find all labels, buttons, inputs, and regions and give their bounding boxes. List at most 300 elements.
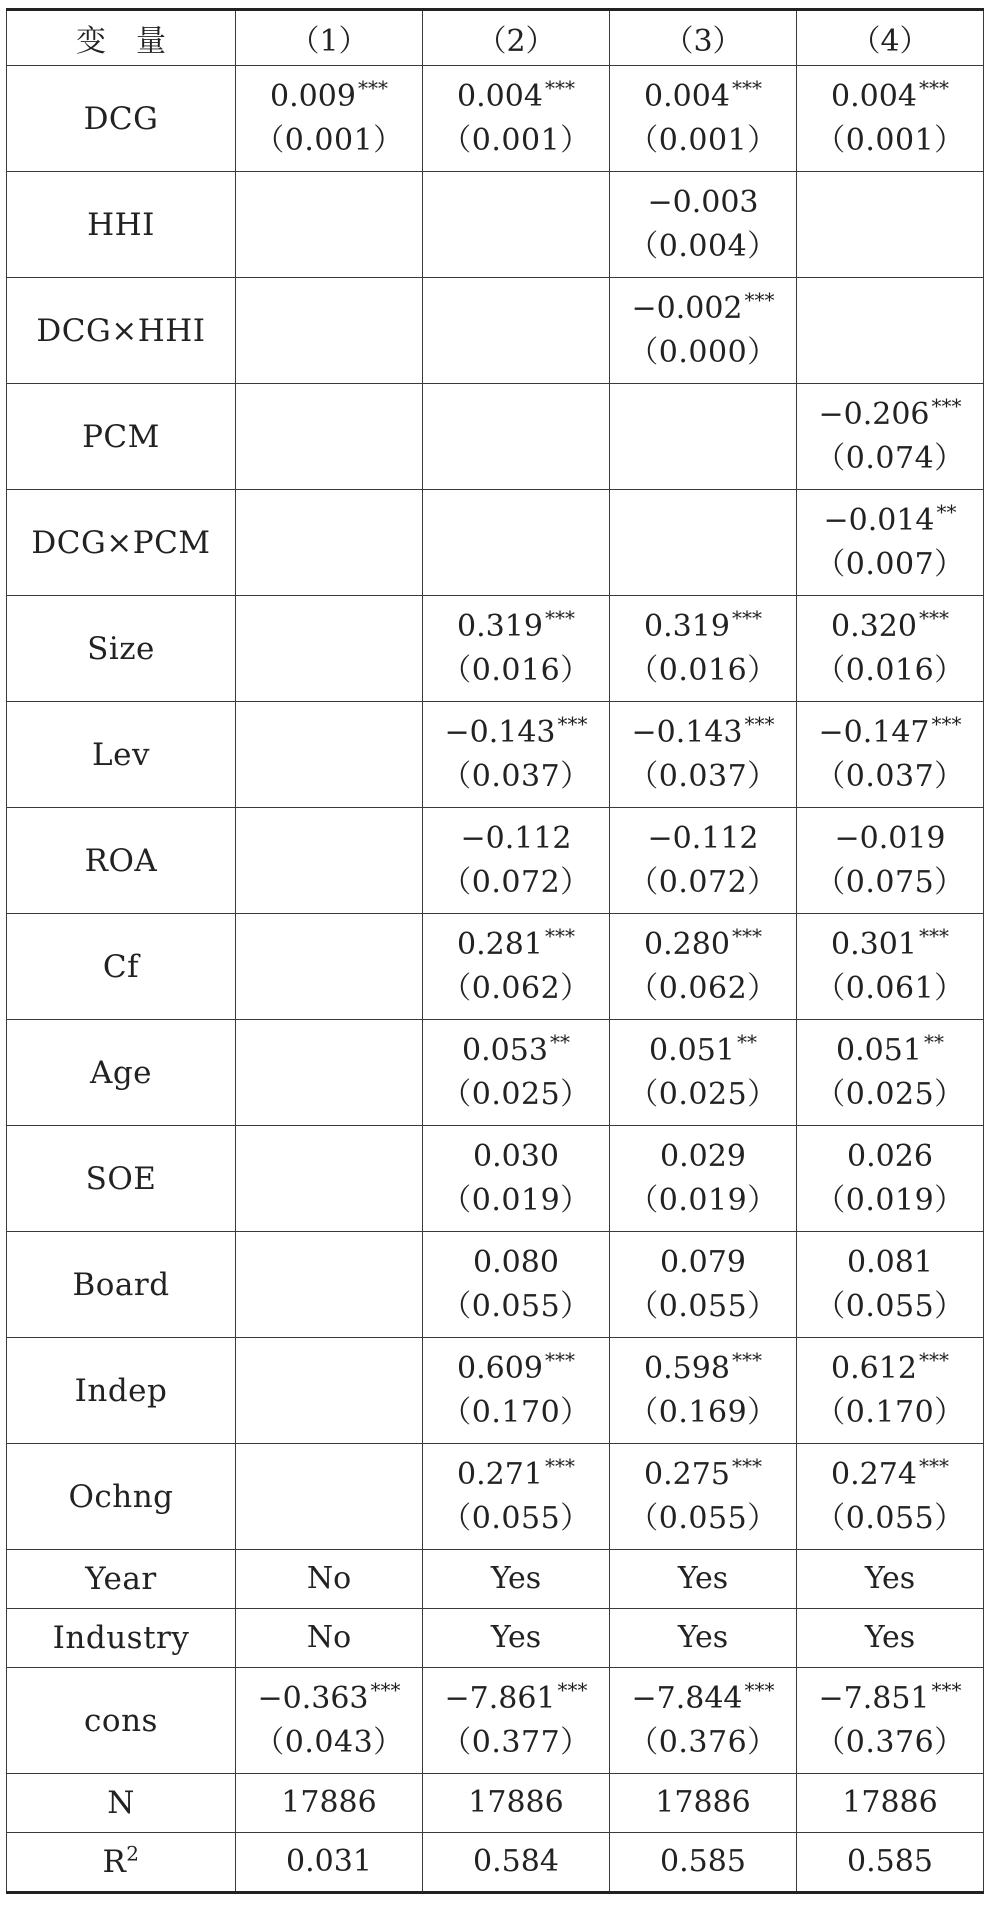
coefficient-value: −0.003 <box>647 184 759 220</box>
estimate-cell <box>610 66 797 172</box>
coefficient-line <box>797 499 983 543</box>
variable-name <box>7 702 236 808</box>
coefficient-value: Yes <box>864 1561 916 1596</box>
coefficient-value: 0.030 <box>473 1138 559 1174</box>
estimate-cell <box>797 702 984 808</box>
coefficient-line <box>423 1029 609 1073</box>
coefficient-value: Yes <box>677 1561 729 1596</box>
significance-stars: *** <box>557 1677 588 1702</box>
coefficient-value: Yes <box>490 1561 542 1596</box>
estimate-cell <box>797 1126 984 1232</box>
estimate-cell <box>236 1126 423 1232</box>
coefficient-line <box>423 711 609 755</box>
significance-stars: *** <box>544 1453 575 1478</box>
significance-stars: *** <box>731 1453 762 1478</box>
standard-error: （0.016） <box>441 652 591 688</box>
estimate-cell <box>610 172 797 278</box>
estimate-cell <box>236 278 423 384</box>
variable-name <box>7 278 236 384</box>
coefficient-value: No <box>306 1561 352 1596</box>
estimate-cell <box>610 1232 797 1338</box>
coefficient-line <box>423 1347 609 1391</box>
coefficient-line <box>236 75 422 119</box>
standard-error: （0.075） <box>815 864 965 900</box>
coefficient-line <box>610 1677 796 1721</box>
coefficient-value: Yes <box>490 1620 542 1655</box>
standard-error: （0.037） <box>628 758 778 794</box>
standard-error: （0.170） <box>441 1394 591 1430</box>
header-model-2: （2） <box>423 10 610 66</box>
coefficient-line <box>797 1135 983 1179</box>
standard-error: （0.019） <box>441 1182 591 1218</box>
estimate-cell <box>610 1020 797 1126</box>
table-row <box>7 1668 984 1774</box>
coefficient-value: 0.079 <box>660 1244 746 1280</box>
variable-label: Indep <box>74 1372 168 1409</box>
standard-error: （0.019） <box>815 1182 965 1218</box>
estimate-cell <box>236 702 423 808</box>
estimate-cell <box>797 384 984 490</box>
standard-error: （0.376） <box>815 1724 965 1760</box>
variable-label: cons <box>84 1702 158 1739</box>
estimate-cell <box>423 702 610 808</box>
coefficient-value: 17886 <box>468 1785 564 1820</box>
coefficient-value: 0.053 <box>462 1032 548 1068</box>
coefficient-value: 0.274 <box>831 1456 917 1492</box>
standard-error: （0.001） <box>254 122 404 158</box>
estimate-cell <box>423 1774 610 1833</box>
coefficient-line <box>423 1677 609 1721</box>
estimate-cell <box>236 66 423 172</box>
standard-error: （0.072） <box>628 864 778 900</box>
coefficient-line <box>797 1241 983 1285</box>
variable-label: Size <box>87 630 155 667</box>
coefficient-value: 0.301 <box>831 926 917 962</box>
variable-name <box>7 1774 236 1833</box>
estimate-cell <box>610 278 797 384</box>
significance-stars: *** <box>918 1453 949 1478</box>
coefficient-value: 0.319 <box>644 608 730 644</box>
estimate-cell <box>236 596 423 702</box>
significance-stars: *** <box>357 75 388 100</box>
coefficient-line <box>423 605 609 649</box>
coefficient-value: −0.206 <box>818 396 930 432</box>
variable-label: N <box>107 1785 135 1821</box>
variable-label: PCM <box>82 418 160 455</box>
coefficient-value: 0.031 <box>286 1844 372 1879</box>
estimate-cell <box>797 1774 984 1833</box>
coefficient-value: Yes <box>677 1620 729 1655</box>
estimate-cell <box>423 1232 610 1338</box>
coefficient-value: 17886 <box>842 1785 938 1820</box>
coefficient-value: 0.612 <box>831 1350 917 1386</box>
coefficient-value: 17886 <box>281 1785 377 1820</box>
coefficient-line <box>423 75 609 119</box>
variable-name <box>7 808 236 914</box>
estimate-cell <box>423 1609 610 1668</box>
table-row <box>7 1774 984 1833</box>
coefficient-line <box>797 75 983 119</box>
coefficient-line <box>797 1029 983 1073</box>
coefficient-line <box>610 75 796 119</box>
variable-label: Industry <box>52 1620 190 1656</box>
coefficient-value: 0.585 <box>660 1844 746 1879</box>
coefficient-line <box>610 711 796 755</box>
variable-name <box>7 384 236 490</box>
coefficient-value: −0.019 <box>834 820 946 856</box>
variable-label: Age <box>89 1054 153 1091</box>
coefficient-line <box>610 287 796 331</box>
coefficient-line <box>610 923 796 967</box>
variable-name <box>7 1444 236 1550</box>
significance-stars: *** <box>370 1677 401 1702</box>
standard-error: （0.055） <box>815 1288 965 1324</box>
estimate-cell <box>610 1774 797 1833</box>
coefficient-value: −7.844 <box>631 1680 743 1716</box>
significance-stars: ** <box>736 1029 757 1054</box>
standard-error: （0.170） <box>815 1394 965 1430</box>
standard-error: （0.055） <box>815 1500 965 1536</box>
variable-name <box>7 1833 236 1893</box>
estimate-cell <box>423 172 610 278</box>
significance-stars: *** <box>744 287 775 312</box>
table-row <box>7 1550 984 1609</box>
estimate-cell <box>610 808 797 914</box>
coefficient-line <box>423 817 609 861</box>
coefficient-line <box>610 817 796 861</box>
coefficient-line <box>797 393 983 437</box>
coefficient-line <box>610 1453 796 1497</box>
variable-name <box>7 172 236 278</box>
coefficient-value: 0.584 <box>473 1844 559 1879</box>
estimate-cell <box>236 1833 423 1893</box>
coefficient-value: 0.585 <box>847 1844 933 1879</box>
standard-error: （0.007） <box>815 546 965 582</box>
table-body <box>7 66 984 1893</box>
variable-name <box>7 596 236 702</box>
significance-stars: *** <box>731 1347 762 1372</box>
estimate-cell <box>423 1833 610 1893</box>
variable-label: DCG×HHI <box>36 312 206 349</box>
estimate-cell <box>236 172 423 278</box>
coefficient-value: 0.280 <box>644 926 730 962</box>
header-model-4: （4） <box>797 10 984 66</box>
coefficient-line <box>610 1029 796 1073</box>
significance-stars: ** <box>923 1029 944 1054</box>
table-row <box>7 702 984 808</box>
standard-error: （0.377） <box>441 1724 591 1760</box>
estimate-cell <box>423 278 610 384</box>
coefficient-value: 0.029 <box>660 1138 746 1174</box>
estimate-cell <box>610 914 797 1020</box>
table-row <box>7 1126 984 1232</box>
significance-stars: *** <box>731 923 762 948</box>
coefficient-value: 0.609 <box>457 1350 543 1386</box>
table-row <box>7 1232 984 1338</box>
estimate-cell <box>797 1338 984 1444</box>
significance-stars: ** <box>936 499 957 524</box>
estimate-cell <box>236 490 423 596</box>
coefficient-line <box>610 1781 796 1825</box>
estimate-cell <box>423 66 610 172</box>
coefficient-value: 0.080 <box>473 1244 559 1280</box>
standard-error: （0.055） <box>441 1500 591 1536</box>
estimate-cell <box>797 1609 984 1668</box>
estimate-cell <box>423 1668 610 1774</box>
header-row <box>7 10 984 66</box>
coefficient-value: −7.851 <box>818 1680 930 1716</box>
standard-error: （0.025） <box>441 1076 591 1112</box>
estimate-cell <box>797 596 984 702</box>
coefficient-line <box>610 1135 796 1179</box>
coefficient-value: 0.598 <box>644 1350 730 1386</box>
coefficient-value: −0.112 <box>460 820 572 856</box>
significance-stars: *** <box>544 923 575 948</box>
estimate-cell <box>797 808 984 914</box>
standard-error: （0.016） <box>815 652 965 688</box>
table-header <box>7 10 984 66</box>
coefficient-value: 0.271 <box>457 1456 543 1492</box>
standard-error: （0.037） <box>441 758 591 794</box>
coefficient-value: 0.281 <box>457 926 543 962</box>
table-row <box>7 1020 984 1126</box>
significance-stars: *** <box>544 75 575 100</box>
significance-stars: *** <box>918 75 949 100</box>
coefficient-value: No <box>306 1620 352 1655</box>
standard-error: （0.016） <box>628 652 778 688</box>
estimate-cell <box>610 1338 797 1444</box>
variable-superscript: 2 <box>126 1841 140 1866</box>
estimate-cell <box>423 384 610 490</box>
significance-stars: *** <box>744 711 775 736</box>
estimate-cell <box>797 1444 984 1550</box>
table-row <box>7 172 984 278</box>
significance-stars: ** <box>549 1029 570 1054</box>
variable-name <box>7 1126 236 1232</box>
coefficient-line <box>423 1781 609 1825</box>
table-row <box>7 384 984 490</box>
coefficient-line <box>236 1616 422 1660</box>
estimate-cell <box>423 1126 610 1232</box>
estimate-cell <box>236 1774 423 1833</box>
estimate-cell <box>423 596 610 702</box>
estimate-cell <box>797 1833 984 1893</box>
significance-stars: *** <box>918 605 949 630</box>
significance-stars: *** <box>731 75 762 100</box>
estimate-cell <box>236 1668 423 1774</box>
standard-error: （0.062） <box>628 970 778 1006</box>
estimate-cell <box>236 1338 423 1444</box>
estimate-cell <box>423 1550 610 1609</box>
coefficient-line <box>423 1453 609 1497</box>
standard-error: （0.055） <box>441 1288 591 1324</box>
coefficient-line <box>236 1840 422 1884</box>
variable-name <box>7 1020 236 1126</box>
standard-error: （0.001） <box>628 122 778 158</box>
table-row <box>7 1338 984 1444</box>
coefficient-line <box>423 923 609 967</box>
coefficient-line <box>423 1840 609 1884</box>
estimate-cell <box>610 1444 797 1550</box>
variable-name <box>7 66 236 172</box>
coefficient-value: 0.004 <box>644 78 730 114</box>
standard-error: （0.055） <box>628 1288 778 1324</box>
variable-name <box>7 914 236 1020</box>
estimate-cell <box>797 914 984 1020</box>
coefficient-line <box>610 1616 796 1660</box>
significance-stars: *** <box>544 605 575 630</box>
coefficient-value: −0.363 <box>257 1680 369 1716</box>
coefficient-line <box>423 1557 609 1601</box>
coefficient-value: −7.861 <box>444 1680 556 1716</box>
coefficient-value: −0.112 <box>647 820 759 856</box>
estimate-cell <box>236 808 423 914</box>
coefficient-line <box>236 1677 422 1721</box>
coefficient-line <box>423 1241 609 1285</box>
standard-error: （0.055） <box>628 1500 778 1536</box>
estimate-cell <box>423 1338 610 1444</box>
coefficient-line <box>236 1781 422 1825</box>
significance-stars: *** <box>918 1347 949 1372</box>
coefficient-line <box>797 605 983 649</box>
coefficient-line <box>610 605 796 649</box>
variable-label: R <box>102 1844 127 1880</box>
standard-error: （0.043） <box>254 1724 404 1760</box>
standard-error: （0.037） <box>815 758 965 794</box>
coefficient-line <box>797 817 983 861</box>
standard-error: （0.001） <box>441 122 591 158</box>
coefficient-line <box>610 1557 796 1601</box>
estimate-cell <box>797 1668 984 1774</box>
standard-error: （0.074） <box>815 440 965 476</box>
estimate-cell <box>610 490 797 596</box>
significance-stars: *** <box>918 923 949 948</box>
coefficient-value: 0.026 <box>847 1138 933 1174</box>
estimate-cell <box>610 1668 797 1774</box>
coefficient-value: −0.143 <box>444 714 556 750</box>
estimate-cell <box>797 172 984 278</box>
table-row <box>7 808 984 914</box>
coefficient-value: 0.319 <box>457 608 543 644</box>
standard-error: （0.072） <box>441 864 591 900</box>
coefficient-value: 0.004 <box>457 78 543 114</box>
estimate-cell <box>423 490 610 596</box>
estimate-cell <box>423 808 610 914</box>
header-model-3: （3） <box>610 10 797 66</box>
estimate-cell <box>236 1444 423 1550</box>
variable-label: SOE <box>85 1160 157 1197</box>
significance-stars: *** <box>931 1677 962 1702</box>
coefficient-value: 0.051 <box>649 1032 735 1068</box>
standard-error: （0.004） <box>628 228 778 264</box>
coefficient-line <box>610 1840 796 1884</box>
estimate-cell <box>236 1020 423 1126</box>
coefficient-value: −0.143 <box>631 714 743 750</box>
coefficient-line <box>797 1616 983 1660</box>
coefficient-value: −0.147 <box>818 714 930 750</box>
coefficient-value: −0.014 <box>823 502 935 538</box>
estimate-cell <box>797 1232 984 1338</box>
variable-label: Board <box>72 1266 170 1303</box>
significance-stars: *** <box>557 711 588 736</box>
estimate-cell <box>797 490 984 596</box>
table-row <box>7 278 984 384</box>
estimate-cell <box>423 914 610 1020</box>
standard-error: （0.025） <box>815 1076 965 1112</box>
coefficient-value: 0.275 <box>644 1456 730 1492</box>
significance-stars: *** <box>544 1347 575 1372</box>
coefficient-line <box>610 1241 796 1285</box>
coefficient-value: 0.051 <box>836 1032 922 1068</box>
estimate-cell <box>423 1444 610 1550</box>
standard-error: （0.025） <box>628 1076 778 1112</box>
coefficient-line <box>797 1677 983 1721</box>
coefficient-line <box>610 181 796 225</box>
estimate-cell <box>610 1833 797 1893</box>
table-row <box>7 914 984 1020</box>
coefficient-value: 0.009 <box>270 78 356 114</box>
coefficient-line <box>797 1453 983 1497</box>
table-row <box>7 1609 984 1668</box>
significance-stars: *** <box>931 711 962 736</box>
estimate-cell <box>610 1550 797 1609</box>
estimate-cell <box>610 384 797 490</box>
coefficient-line <box>610 1347 796 1391</box>
estimate-cell <box>236 1550 423 1609</box>
coefficient-value: 17886 <box>655 1785 751 1820</box>
standard-error: （0.062） <box>441 970 591 1006</box>
variable-label: DCG <box>83 100 159 137</box>
table-row <box>7 1444 984 1550</box>
table-row <box>7 490 984 596</box>
regression-table <box>6 8 984 1894</box>
coefficient-value: 0.081 <box>847 1244 933 1280</box>
header-model-1: （1） <box>236 10 423 66</box>
variable-name <box>7 1609 236 1668</box>
significance-stars: *** <box>931 393 962 418</box>
coefficient-line <box>236 1557 422 1601</box>
coefficient-line <box>797 1781 983 1825</box>
standard-error: （0.376） <box>628 1724 778 1760</box>
coefficient-value: Yes <box>864 1620 916 1655</box>
variable-name <box>7 1550 236 1609</box>
estimate-cell <box>797 1020 984 1126</box>
estimate-cell <box>610 1609 797 1668</box>
estimate-cell <box>610 1126 797 1232</box>
estimate-cell <box>236 1609 423 1668</box>
variable-name <box>7 1668 236 1774</box>
coefficient-line <box>423 1135 609 1179</box>
variable-label: HHI <box>87 206 155 243</box>
coefficient-value: 0.004 <box>831 78 917 114</box>
estimate-cell <box>423 1020 610 1126</box>
estimate-cell <box>797 278 984 384</box>
estimate-cell <box>797 66 984 172</box>
table-row <box>7 66 984 172</box>
coefficient-line <box>797 1840 983 1884</box>
standard-error: （0.000） <box>628 334 778 370</box>
coefficient-line <box>797 711 983 755</box>
variable-label: DCG×PCM <box>31 524 211 561</box>
coefficient-value: 0.320 <box>831 608 917 644</box>
variable-label: Ochng <box>68 1478 174 1515</box>
variable-name <box>7 1232 236 1338</box>
standard-error: （0.169） <box>628 1394 778 1430</box>
coefficient-line <box>423 1616 609 1660</box>
significance-stars: *** <box>731 605 762 630</box>
coefficient-value: −0.002 <box>631 290 743 326</box>
coefficient-line <box>797 1347 983 1391</box>
